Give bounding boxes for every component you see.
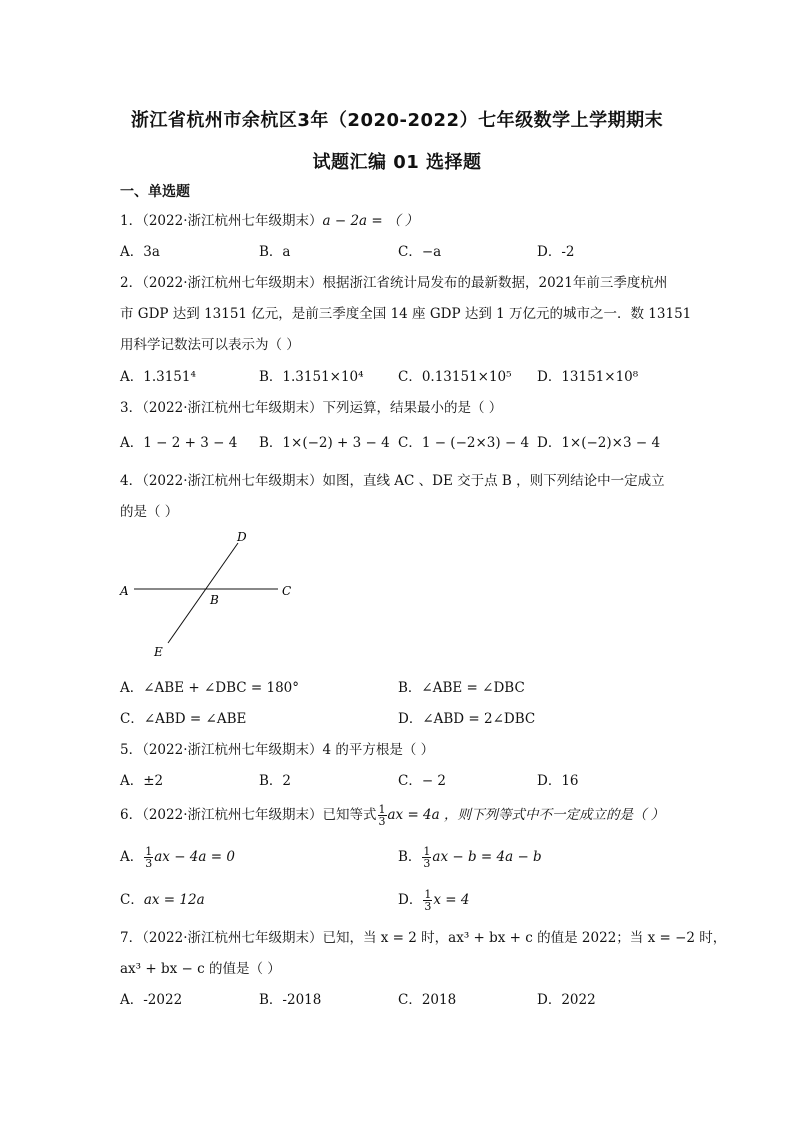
option-d[interactable]: D．2022 bbox=[537, 992, 596, 1008]
label-c: C bbox=[282, 584, 292, 598]
option-a[interactable]: A． $\frac{1}{3}$ ax − 4a = 0 bbox=[120, 845, 235, 870]
question-4-options-row1 bbox=[120, 676, 680, 696]
question-2-line2: 市 GDP 达到 13151 亿元，是前三季度全国 14 座 GDP 达到 1 万亿元的城市之一．数 13151 bbox=[120, 306, 692, 322]
option-a[interactable]: A．-2022 bbox=[120, 992, 183, 1008]
question-3-options bbox=[120, 431, 680, 451]
option-d[interactable]: D． $\frac{1}{3}$ x = 4 bbox=[398, 888, 470, 913]
question-6-options-row1 bbox=[120, 845, 680, 870]
option-b[interactable]: B． $\frac{1}{3}$ ax − b = 4a − b bbox=[398, 845, 542, 870]
label-d: D bbox=[237, 530, 247, 544]
fraction-one-third: $\frac{1}{3}$ bbox=[378, 803, 386, 828]
option-c[interactable]: C．1 − (−2×3) − 4 bbox=[398, 435, 530, 451]
line-de bbox=[168, 543, 238, 643]
option-c[interactable]: C．−a bbox=[398, 244, 442, 260]
option-a[interactable]: A．∠ABE + ∠DBC = 180° bbox=[120, 680, 300, 696]
option-d[interactable]: D．∠ABD = 2∠DBC bbox=[398, 711, 536, 727]
question-6-suffix: ax = 4a ，则下列等式中不一定成立的是（ ） bbox=[387, 807, 665, 823]
question-1-expression: a − 2a = （ ） bbox=[322, 213, 419, 229]
question-4-options-row2 bbox=[120, 707, 680, 727]
document-title-line1: 浙江省杭州市余杭区3年（2020-2022）七年级数学上学期期末 bbox=[130, 110, 664, 131]
option-c[interactable]: C．2018 bbox=[398, 992, 457, 1008]
question-7-options bbox=[120, 988, 680, 1008]
question-1-options bbox=[120, 240, 680, 260]
option-b[interactable]: B．1×(−2) + 3 − 4 bbox=[259, 435, 390, 451]
question-5-stem: 5．（2022·浙江杭州七年级期末）4 的平方根是（ ） bbox=[120, 742, 435, 758]
label-e: E bbox=[154, 645, 163, 659]
option-b[interactable]: B．1.3151×10⁴ bbox=[259, 369, 364, 385]
intersecting-lines-figure bbox=[115, 528, 305, 663]
option-a[interactable]: A．±2 bbox=[120, 773, 164, 789]
question-1-stem bbox=[120, 209, 680, 229]
option-d[interactable]: D．16 bbox=[537, 773, 579, 789]
question-7-line1: 7．（2022·浙江杭州七年级期末）已知，当 x = 2 时，ax³ + bx + c 的值是 2022；当 x = −2 时， bbox=[120, 930, 727, 946]
option-c[interactable]: C．0.13151×10⁵ bbox=[398, 369, 512, 385]
option-d[interactable]: D．13151×10⁸ bbox=[537, 369, 639, 385]
option-a[interactable]: A．1 − 2 + 3 − 4 bbox=[120, 435, 238, 451]
option-a[interactable]: A．3a bbox=[120, 244, 160, 260]
question-6-prefix: 6．（2022·浙江杭州七年级期末）已知等式 bbox=[120, 807, 377, 823]
question-1-source: 1．（2022·浙江杭州七年级期末） bbox=[120, 213, 323, 229]
option-c[interactable]: C．∠ABD = ∠ABE bbox=[120, 711, 247, 727]
option-c[interactable]: C．− 2 bbox=[398, 773, 447, 789]
question-6-stem bbox=[120, 803, 680, 827]
question-4-line2: 的是（ ） bbox=[120, 504, 179, 520]
option-d[interactable]: D．-2 bbox=[537, 244, 575, 260]
question-2-line1: 2．（2022·浙江杭州七年级期末）根据浙江省统计局发布的最新数据，2021年前三季度杭州 bbox=[120, 275, 668, 291]
option-b[interactable]: B．-2018 bbox=[259, 992, 322, 1008]
question-7-line2: ax³ + bx − c 的值是（ ） bbox=[120, 961, 281, 977]
option-a[interactable]: A．1.3151⁴ bbox=[120, 369, 196, 385]
question-2-options bbox=[120, 365, 680, 385]
option-b[interactable]: B．a bbox=[259, 244, 291, 260]
label-a: A bbox=[120, 584, 129, 598]
question-4-line1: 4．（2022·浙江杭州七年级期末）如图，直线 AC 、DE 交于点 B ，则下列结论中一定成立 bbox=[120, 473, 665, 489]
label-b: B bbox=[210, 593, 219, 607]
option-b[interactable]: B．∠ABE = ∠DBC bbox=[398, 680, 525, 696]
document-title-line2: 试题汇编 01 选择题 bbox=[312, 152, 482, 173]
option-b[interactable]: B．2 bbox=[259, 773, 292, 789]
question-3-stem: 3．（2022·浙江杭州七年级期末）下列运算，结果最小的是（ ） bbox=[120, 400, 503, 416]
question-5-options bbox=[120, 769, 680, 789]
section-heading: 一、单选题 bbox=[120, 184, 190, 200]
option-d[interactable]: D．1×(−2)×3 − 4 bbox=[537, 435, 661, 451]
question-6-options-row2 bbox=[120, 888, 680, 913]
option-c[interactable]: C．ax = 12a bbox=[120, 892, 205, 908]
question-2-line3: 用科学记数法可以表示为（ ） bbox=[120, 337, 300, 353]
